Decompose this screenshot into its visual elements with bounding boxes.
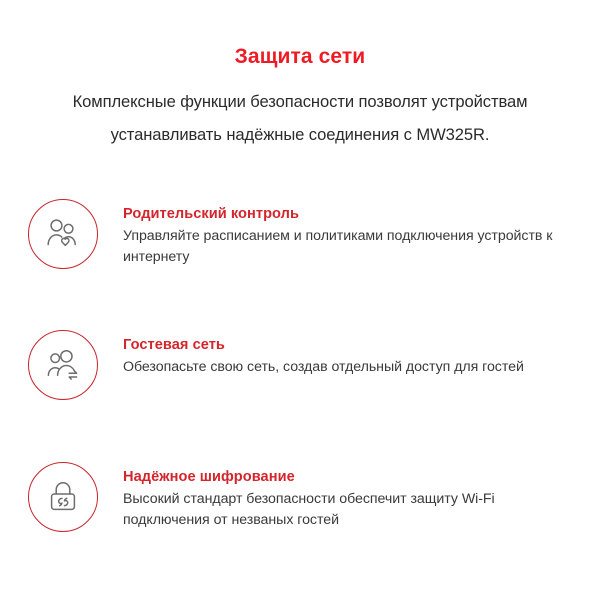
parental-control-icon (43, 214, 83, 254)
feature-item-guest-network (0, 330, 600, 400)
guest-network-icon (43, 345, 83, 385)
feature-text (98, 462, 583, 531)
encryption-lock-icon (43, 477, 83, 517)
feature-text (98, 199, 583, 268)
feature-item-encryption (0, 462, 600, 532)
page-title: Защита сети (234, 45, 366, 68)
feature-description: Управляйте расписанием и политиками подключения устройств к интернету (123, 228, 553, 266)
feature-title: Гостевая сеть (123, 337, 225, 354)
feature-description: Обезопасьте свою сеть, создав отдельный доступ для гостей (123, 359, 524, 376)
parental-control-icon-ring (28, 199, 98, 269)
feature-text (98, 330, 583, 378)
feature-description: Высокий стандарт безопасности обеспечит защиту Wi-Fi подключения от незваных гостей (123, 491, 495, 529)
feature-title: Надёжное шифрование (123, 469, 295, 486)
guest-network-icon-ring (28, 330, 98, 400)
encryption-lock-icon-ring (28, 462, 98, 532)
feature-list (0, 199, 600, 532)
feature-item-parental-control (0, 199, 600, 269)
header (0, 0, 600, 151)
feature-title: Родительский контроль (123, 206, 299, 223)
page-subtitle: Комплексные функции безопасности позволят устройствам устанавливать надёжные соединения с MW325R. (72, 92, 528, 145)
